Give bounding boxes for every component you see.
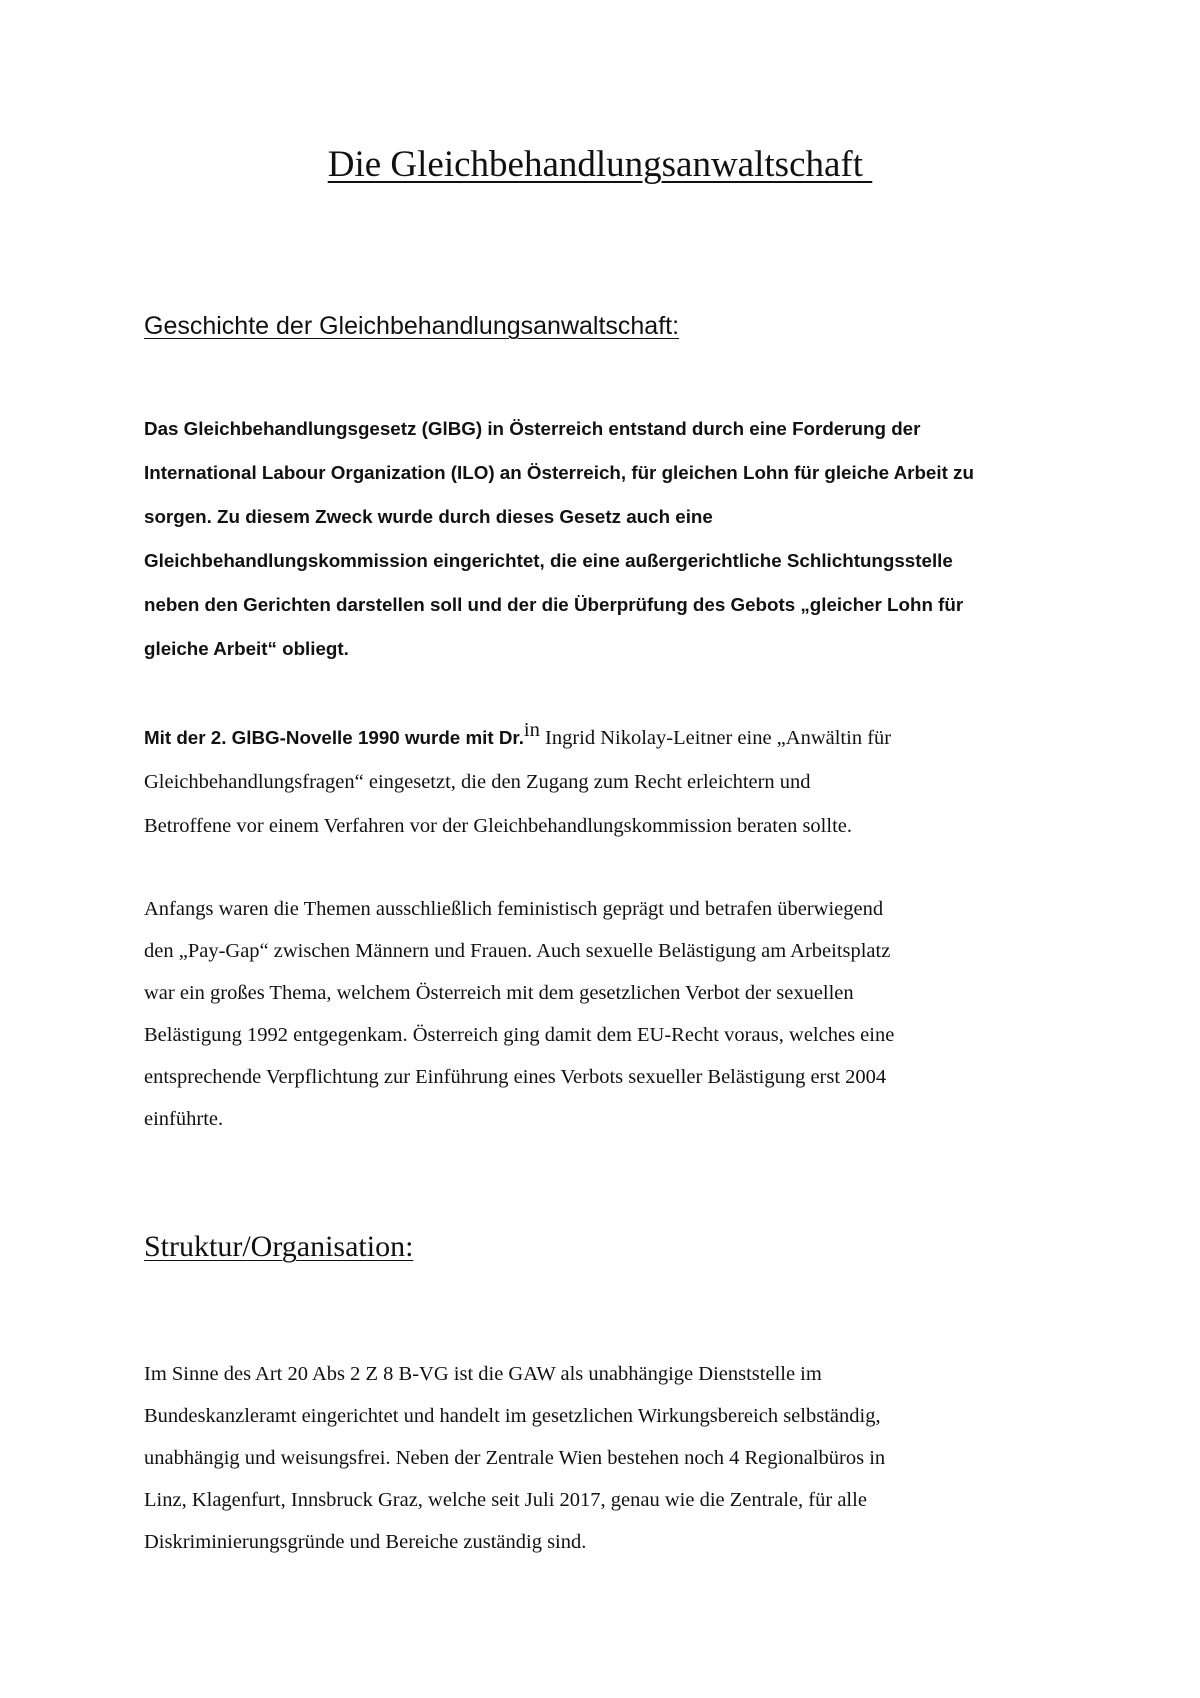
paragraph-line: einführte. (144, 1108, 224, 1130)
paragraph-line: unabhängig und weisungsfrei. Neben der Zentrale Wien bestehen noch 4 Regionalbüros in (144, 1447, 886, 1469)
document-title: Die Gleichbehandlungsanwaltschaft (327, 144, 873, 185)
paragraph-line: Bundeskanzleramt eingerichtet und handelt im gesetzlichen Wirkungsbereich selbständig, (144, 1405, 881, 1427)
section-heading-geschichte: Geschichte der Gleichbehandlungsanwaltschaft: (144, 312, 680, 340)
paragraph-line: sorgen. Zu diesem Zweck wurde durch dieses Gesetz auch eine (144, 506, 713, 527)
paragraph-line: entsprechende Verpflichtung zur Einführung eines Verbots sexueller Belästigung erst 2004 (144, 1066, 887, 1088)
paragraph-line: gleiche Arbeit“ obliegt. (144, 638, 349, 659)
paragraph-line: Das Gleichbehandlungsgesetz (GlBG) in Österreich entstand durch eine Forderung der (144, 418, 921, 439)
paragraph-line: Diskriminierungsgründe und Bereiche zuständig sind. (144, 1531, 587, 1553)
paragraph-line: Gleichbehandlungsfragen“ eingesetzt, die den Zugang zum Recht erleichtern und (144, 771, 811, 793)
regular-text: Ingrid Nikolay-Leitner eine „Anwältin für (539, 727, 892, 749)
paragraph-line: den „Pay-Gap“ zwischen Männern und Frauen. Auch sexuelle Belästigung am Arbeitsplatz (144, 940, 891, 962)
bold-text: Mit der 2. GlBG-Novelle 1990 wurde mit Dr. (144, 727, 524, 748)
paragraph-line: Gleichbehandlungskommission eingerichtet, die eine außergerichtliche Schlichtungsstelle (144, 550, 953, 571)
section-heading-struktur: Struktur/Organisation: (144, 1230, 414, 1263)
paragraph-line: Im Sinne des Art 20 Abs 2 Z 8 B-VG ist die GAW als unabhängige Dienststelle im (144, 1363, 822, 1385)
superscript: in (523, 719, 540, 741)
paragraph-line: neben den Gerichten darstellen soll und der die Überprüfung des Gebots „gleicher Lohn für (144, 594, 964, 615)
paragraph-line: war ein großes Thema, welchem Österreich mit dem gesetzlichen Verbot der sexuellen (144, 982, 854, 1004)
paragraph-line: Belästigung 1992 entgegenkam. Österreich ging damit dem EU-Recht voraus, welches eine (144, 1024, 895, 1046)
paragraph-line: Betroffene vor einem Verfahren vor der Gleichbehandlungskommission beraten sollte. (144, 815, 852, 837)
paragraph-line (144, 716, 891, 760)
paragraph-line: Linz, Klagenfurt, Innsbruck Graz, welche seit Juli 2017, genau wie die Zentrale, für alle (144, 1489, 867, 1511)
paragraph-line: International Labour Organization (ILO) an Österreich, für gleichen Lohn für gleiche Arbeit zu (144, 462, 974, 483)
paragraph-line: Anfangs waren die Themen ausschließlich feministisch geprägt und betrafen überwiegend (144, 898, 884, 920)
